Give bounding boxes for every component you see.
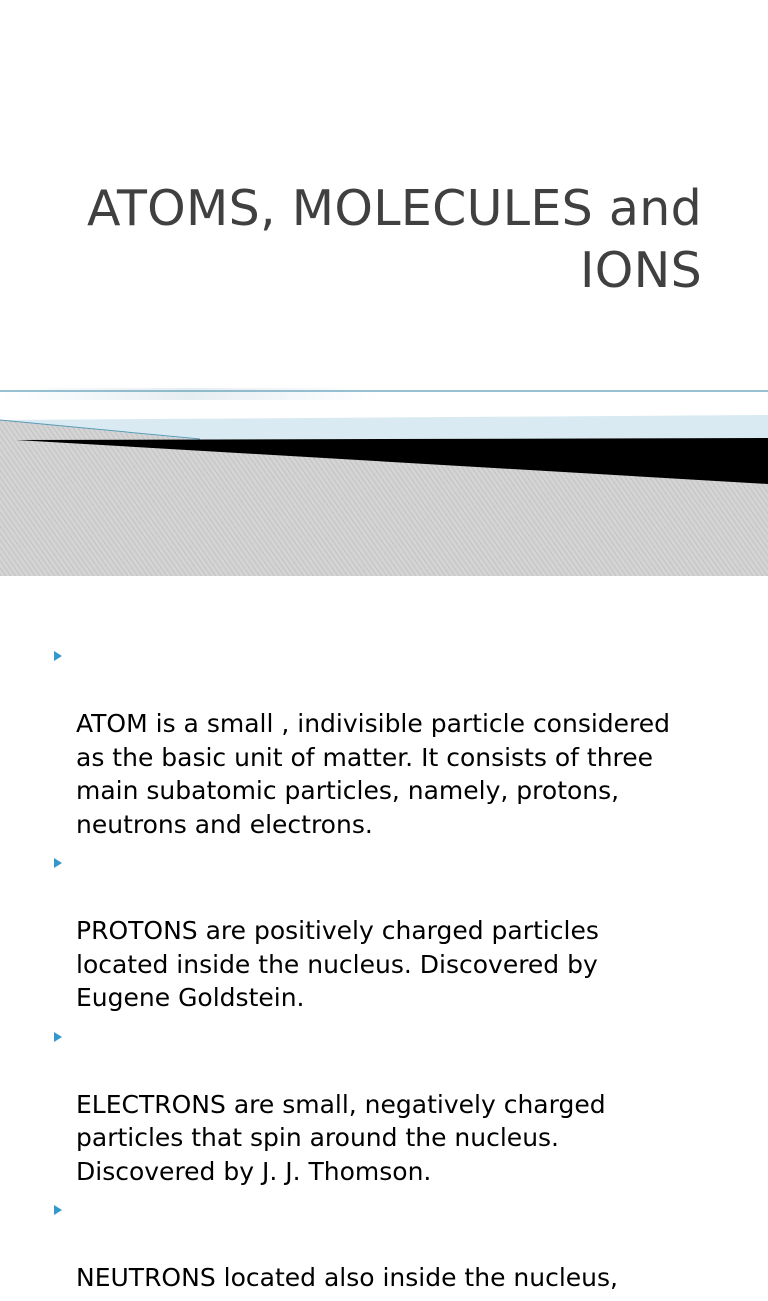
bullet-term: ELECTRONS a bbox=[76, 1089, 250, 1119]
bullet-term: PROTONS bbox=[76, 916, 198, 945]
bullet-term: NEUTRONS bbox=[76, 1263, 216, 1292]
bullet-text: re small, negatively charged particles that spin around the nucleus. Discovered by J. J. Thomson. bbox=[76, 1089, 606, 1186]
bullet-text: located also inside the nucleus, bbox=[215, 1263, 618, 1292]
bullet-text: are positively charged particles located inside the nucleus. Discovered by Eugene Goldstein. bbox=[76, 916, 599, 1012]
triangle-bullet-icon bbox=[54, 1032, 62, 1042]
banner-top-fade bbox=[0, 388, 380, 400]
bullet-item-atom bbox=[54, 640, 754, 841]
bullet-item-electrons bbox=[54, 1021, 754, 1189]
bullet-text: is a small , indivisible particle considered as the basic unit of matter. It consists of three main subatomic particles, namely, protons, neutrons and electrons. bbox=[76, 709, 671, 839]
bullet-term: ATOM bbox=[76, 709, 148, 738]
decorative-banner bbox=[0, 380, 768, 580]
triangle-bullet-icon bbox=[54, 1205, 62, 1215]
slide-title: ATOMS, MOLECULES and IONS bbox=[86, 180, 702, 299]
triangle-bullet-icon bbox=[54, 651, 62, 661]
bullet-item-protons bbox=[54, 847, 754, 1015]
triangle-bullet-icon bbox=[54, 858, 62, 868]
bullet-item-neutrons bbox=[54, 1194, 754, 1295]
bullet-list bbox=[54, 640, 754, 1301]
